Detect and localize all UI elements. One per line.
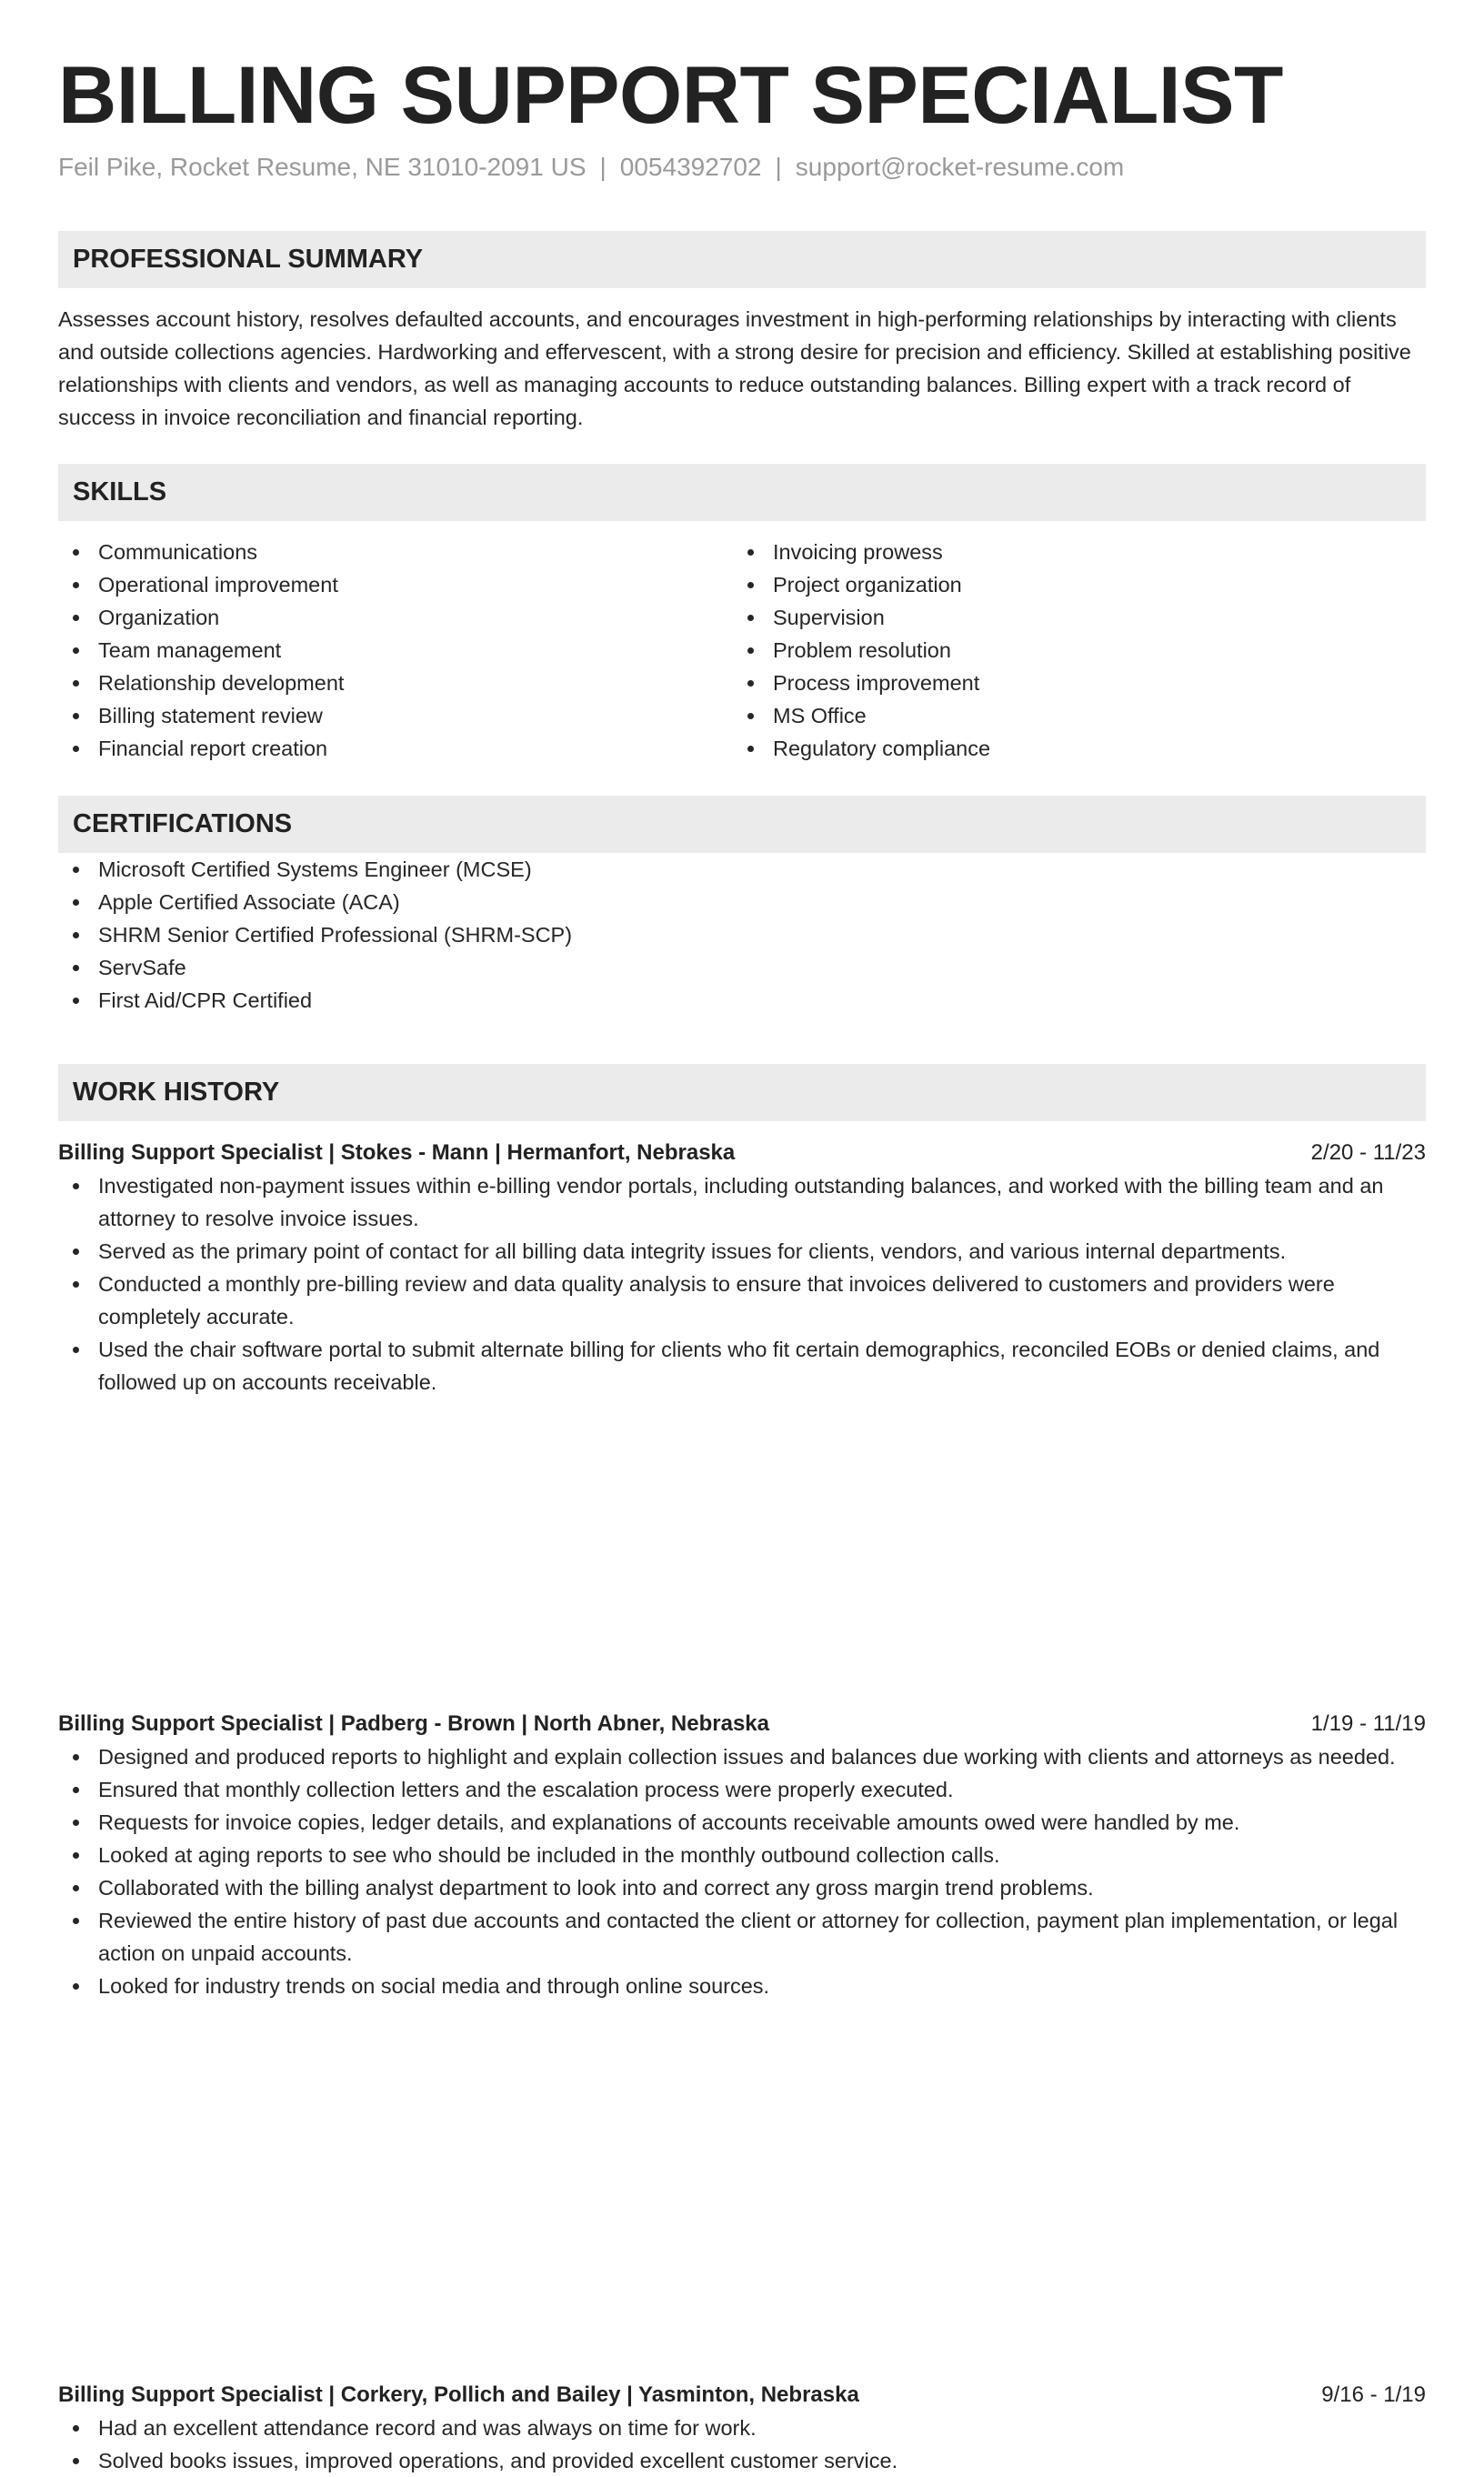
job-bullets (58, 1740, 1426, 2002)
contact-line (58, 151, 1124, 184)
job-bullet: Collaborated with the billing analyst department to look into and correct any gross margin trend problems. (58, 1871, 1426, 1904)
job-bullet: Requests for invoice copies, ledger details, and explanations of accounts receivable amounts owed were handled by me. (58, 1806, 1426, 1839)
job-bullet: Served as the primary point of contact for all billing data integrity issues for clients, vendors, and various internal departments. (58, 1235, 1426, 1268)
job-header (58, 1137, 1426, 1169)
skill-item: Problem resolution (733, 634, 1408, 667)
job-bullets (58, 1169, 1426, 1399)
job-dates: 2/20 - 11/23 (1310, 1140, 1426, 1165)
skill-item: Regulatory compliance (733, 732, 1408, 765)
skills-heading: SKILLS (58, 464, 1426, 521)
job-entry (58, 1137, 1426, 1399)
work-history-section (58, 1064, 1426, 1121)
contact-separator: | (775, 153, 782, 181)
skill-item: Invoicing prowess (733, 536, 1408, 568)
job-header (58, 2379, 1426, 2412)
skill-item: Process improvement (733, 667, 1408, 699)
page-title: BILLING SUPPORT SPECIALIST (58, 49, 1283, 140)
summary-text: Assesses account history, resolves defaulted accounts, and encourages investment in high-performing relationships by interacting with clients and outside collections agencies. Hardworking and effervescent, with a strong desire for precision and efficiency. Skilled at establishing positive relationships with clients and vendors, as well as managing accounts to reduce outstanding balances. Billing expert with a track record of success in invoice reconciliation and financial reporting. (58, 307, 1411, 429)
certifications-section (58, 796, 1426, 1017)
certification-item: First Aid/CPR Certified (58, 984, 1426, 1017)
skill-item: Team management (58, 634, 733, 667)
contact-email: support@rocket-resume.com (795, 153, 1125, 181)
job-entry (58, 1708, 1426, 2002)
certification-item: Microsoft Certified Systems Engineer (MCSE) (58, 853, 1426, 886)
certification-item: Apple Certified Associate (ACA) (58, 886, 1426, 918)
summary-section (58, 231, 1426, 434)
job-bullet: Had an excellent attendance record and was always on time for work. (58, 2412, 1426, 2444)
job-bullet: Looked for industry trends on social media and through online sources. (58, 1970, 1426, 2002)
skill-item: Billing statement review (58, 699, 733, 732)
skill-item: Relationship development (58, 667, 733, 699)
contact-address: Feil Pike, Rocket Resume, NE 31010-2091 US (58, 153, 587, 181)
job-bullet: Investigated non-payment issues within e-billing vendor portals, including outstanding balances, and worked with the billing team and an attorney to resolve invoice issues. (58, 1169, 1426, 1235)
certifications-heading: CERTIFICATIONS (58, 796, 1426, 853)
job-bullet: Solved books issues, improved operations, and provided excellent customer service. (58, 2444, 1426, 2477)
skill-item: Project organization (733, 568, 1408, 601)
summary-heading: PROFESSIONAL SUMMARY (58, 231, 1426, 288)
job-bullets (58, 2412, 1426, 2477)
skill-item: Organization (58, 601, 733, 634)
contact-separator: | (599, 153, 607, 181)
skills-column-left (58, 536, 733, 765)
job-bullet: Looked at aging reports to see who should be included in the monthly outbound collection calls. (58, 1839, 1426, 1871)
skills-section (58, 464, 1426, 765)
job-dates: 1/19 - 11/19 (1310, 1711, 1426, 1736)
skill-item: Operational improvement (58, 568, 733, 601)
contact-phone: 0054392702 (619, 153, 762, 181)
skills-column-right (733, 536, 1408, 765)
skill-item: Communications (58, 536, 733, 568)
skill-item: Financial report creation (58, 732, 733, 765)
certifications-list (58, 853, 1426, 1017)
job-bullet: Reviewed the entire history of past due accounts and contacted the client or attorney for collection, payment plan implementation, or legal action on unpaid accounts. (58, 1904, 1426, 1970)
skill-item: MS Office (733, 699, 1408, 732)
skills-grid (58, 536, 1426, 765)
work-history-heading: WORK HISTORY (58, 1064, 1426, 1121)
job-title: Billing Support Specialist | Stokes - Mann | Hermanfort, Nebraska (58, 1140, 736, 1165)
skills-list-left (58, 536, 733, 765)
job-bullet: Ensured that monthly collection letters and the escalation process were properly executed. (58, 1773, 1426, 1806)
certification-item: ServSafe (58, 951, 1426, 984)
job-bullet: Designed and produced reports to highlight and explain collection issues and balances due working with clients and attorneys as needed. (58, 1740, 1426, 1773)
skill-item: Supervision (733, 601, 1408, 634)
job-title: Billing Support Specialist | Corkery, Pollich and Bailey | Yasminton, Nebraska (58, 2382, 859, 2407)
job-title: Billing Support Specialist | Padberg - Brown | North Abner, Nebraska (58, 1711, 769, 1736)
skills-list-right (733, 536, 1408, 765)
job-dates: 9/16 - 1/19 (1321, 2382, 1426, 2407)
resume-page (58, 0, 1426, 2472)
job-bullet: Used the chair software portal to submit alternate billing for clients who fit certain demographics, reconciled EOBs or denied claims, and followed up on accounts receivable. (58, 1333, 1426, 1399)
job-header (58, 1708, 1426, 1740)
job-entry (58, 2379, 1426, 2477)
job-bullet: Conducted a monthly pre-billing review and data quality analysis to ensure that invoices delivered to customers and providers were completely accurate. (58, 1268, 1426, 1333)
certification-item: SHRM Senior Certified Professional (SHRM-SCP) (58, 918, 1426, 951)
